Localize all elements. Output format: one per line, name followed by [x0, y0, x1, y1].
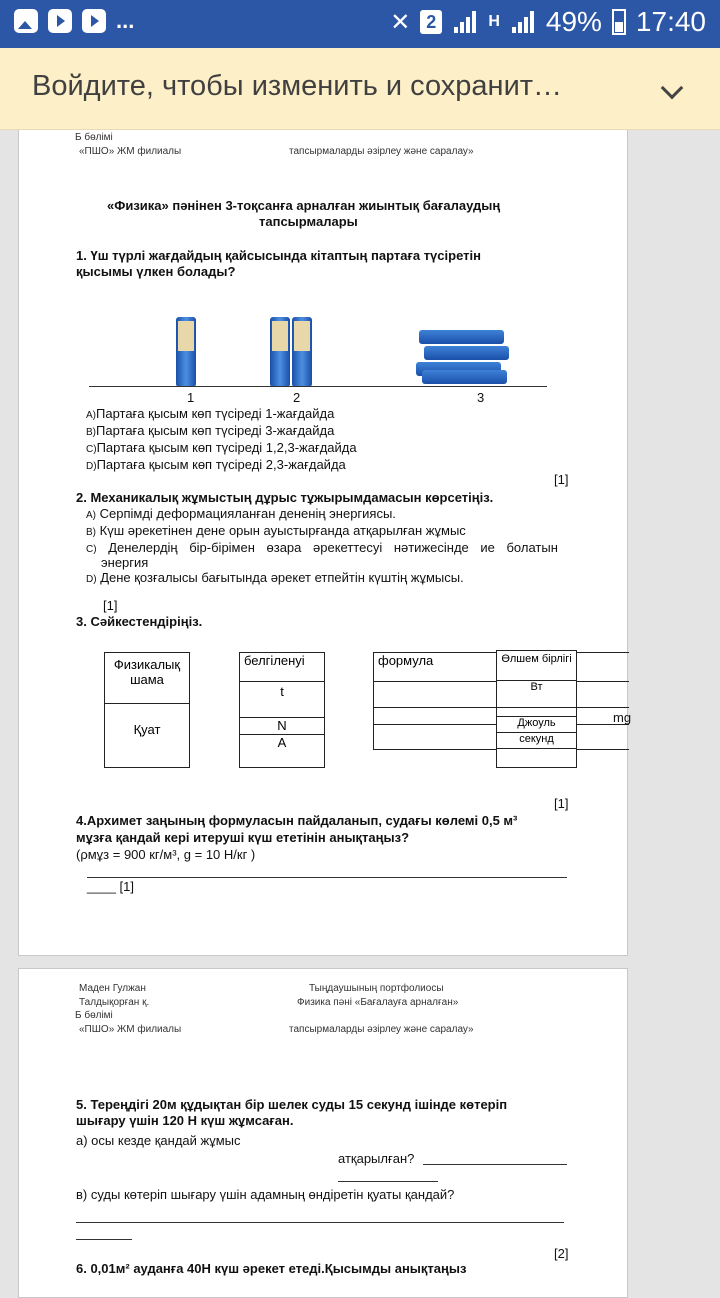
battery-icon [612, 9, 626, 35]
q3-score: [1] [554, 796, 569, 811]
notation-t: t [239, 681, 325, 718]
book-stack-4 [422, 370, 507, 384]
header-line: Б бөлімі [75, 132, 113, 143]
gallery-icon [14, 9, 38, 33]
q4-score: ____ [1] [87, 879, 134, 894]
battery-percent: 49% [545, 6, 602, 37]
q4-line1: 4.Архимет заңының формуласын пайдаланып, судағы көлемі 0,5 м³ [76, 813, 518, 828]
figure-label-2: 2 [293, 390, 301, 405]
unit-second: секунд [496, 732, 577, 749]
notation-n: N [239, 717, 325, 735]
q2-option-c: C) Денелердің бір-бірімен өзара әрекеттесуі нәтижесінде ие болатын [86, 540, 558, 555]
q2-option-d: D) Дене қозғалысы бағытында әрекет етпейтін күштің жұмысы. [86, 570, 464, 585]
q2-option-b: B) Күш әрекетінен дене орын ауыстырғанда атқарылған жұмыс [86, 523, 466, 538]
q2-option-c-cont: энергия [101, 555, 149, 570]
q3-title: 3. Сәйкестендіріңіз. [76, 614, 203, 629]
unit-watt: Вт [496, 680, 577, 708]
book-stack-1 [419, 330, 504, 344]
author-name: Маден Гулжан [79, 983, 146, 994]
sim-indicator: 2 [420, 10, 442, 34]
doc-title-line2: тапсырмалары [259, 214, 358, 229]
signal-icon-2 [510, 9, 536, 35]
q5-line1: 5. Тереңдігі 20м құдықтан бір шелек суды 15 секунд ішінде көтеріп [76, 1097, 508, 1112]
notation-a: A [239, 734, 325, 768]
branch: «ПШО» ЖМ филиалы [79, 1024, 182, 1035]
clock: 17:40 [635, 6, 706, 37]
signal-icon [452, 9, 478, 35]
sign-in-banner[interactable] [0, 48, 720, 130]
q1-option-c: C)Партаға қысым көп түсіреді 1,2,3-жағдайда [86, 440, 357, 455]
book-stack-2 [424, 346, 509, 360]
more-notifications-icon: ... [116, 8, 135, 33]
q5-part-a: а) осы кезде қандай жұмыс [76, 1133, 241, 1148]
unit-joule: Джоуль [496, 716, 577, 733]
network-type: H [488, 13, 500, 30]
answer-line-a [423, 1164, 567, 1165]
subject-title: Физика пәні «Бағалауға арналған» [297, 997, 459, 1008]
youtube-icon-2 [82, 9, 106, 33]
q1-option-d: D)Партаға қысым көп түсіреді 2,3-жағдайда [86, 457, 346, 472]
book-figure-1 [176, 317, 196, 387]
figure-label-1: 1 [187, 390, 195, 405]
table-surface-line [89, 386, 547, 387]
tasks-subtitle: тапсырмаларды әзірлеу және саралау» [289, 1024, 474, 1035]
q5-line2: шығару үшін 120 Н күш жұмсаған. [76, 1113, 294, 1128]
book-figure-2b [292, 317, 312, 387]
answer-line-a2 [338, 1181, 438, 1182]
col-notation-head: белгіленуі [239, 652, 325, 682]
doc-title-line1: «Физика» пәнінен 3-тоқсанға арналған жиынтық бағалаудың [107, 198, 501, 213]
portfolio-title: Тыңдаушының портфолиосы [309, 983, 444, 994]
unit-row-last [496, 748, 577, 768]
col-unit-head: Өлшем бірлігі [496, 650, 577, 681]
q6-text: 6. 0,01м² ауданға 40Н күш әрекет етеді.Қысымды анықтаңыз [76, 1261, 467, 1276]
answer-line-b2 [76, 1239, 132, 1240]
book-figure-2a [270, 317, 290, 387]
overflow-text: mg [613, 710, 632, 725]
document-page-1 [18, 130, 632, 956]
q1-line1: 1. Үш түрлі жағдайдың қайсысында кітаптың партаға түсіретін [76, 248, 481, 263]
figure-label-3: 3 [477, 390, 485, 405]
q1-line2: қысымы үлкен болады? [76, 264, 236, 279]
q2-score: [1] [103, 598, 118, 613]
col-physical-quantity-value: Қуат [104, 703, 190, 768]
col-physical-quantity-head: Физикалық шама [104, 652, 190, 704]
answer-line [87, 877, 567, 878]
city: Талдықорған қ. [79, 997, 150, 1008]
answer-line-b [76, 1222, 564, 1223]
mute-icon: ✕ [390, 8, 411, 36]
chevron-down-icon[interactable] [661, 77, 684, 100]
header-left: «ПШО» ЖМ филиалы [79, 146, 182, 157]
q5-part-a-cont: атқарылған? [338, 1151, 415, 1166]
document-page-2 [18, 968, 628, 1298]
q1-score: [1] [554, 472, 569, 487]
q1-option-b: B)Партаға қысым көп түсіреді 3-жағдайда [86, 423, 335, 438]
q4-given: (ρмұз = 900 кг/м³, g = 10 Н/кг ) [76, 847, 256, 862]
q2-title: 2. Механикалық жұмыстың дұрыс тұжырымдамасын көрсетіңіз. [76, 490, 494, 505]
q2-option-a: A) Серпімді деформацияланған дененің энергиясы. [86, 506, 396, 521]
banner-text: Войдите, чтобы изменить и сохранит… [32, 70, 563, 102]
q1-option-a: A)Партаға қысым көп түсіреді 1-жағдайда [86, 406, 335, 421]
section: Б бөлімі [75, 1010, 113, 1021]
status-bar [0, 0, 720, 48]
col-formula-head: формула [373, 652, 629, 682]
q5-part-b: в) суды көтеріп шығару үшін адамның өндіретін қуаты қандай? [76, 1187, 455, 1202]
q5-score: [2] [554, 1246, 569, 1261]
youtube-icon [48, 9, 72, 33]
header-right: тапсырмаларды әзірлеу және саралау» [289, 146, 474, 157]
q4-line2: мұзға қандай кері итеруші күш ететінін анықтаңыз? [76, 830, 410, 845]
